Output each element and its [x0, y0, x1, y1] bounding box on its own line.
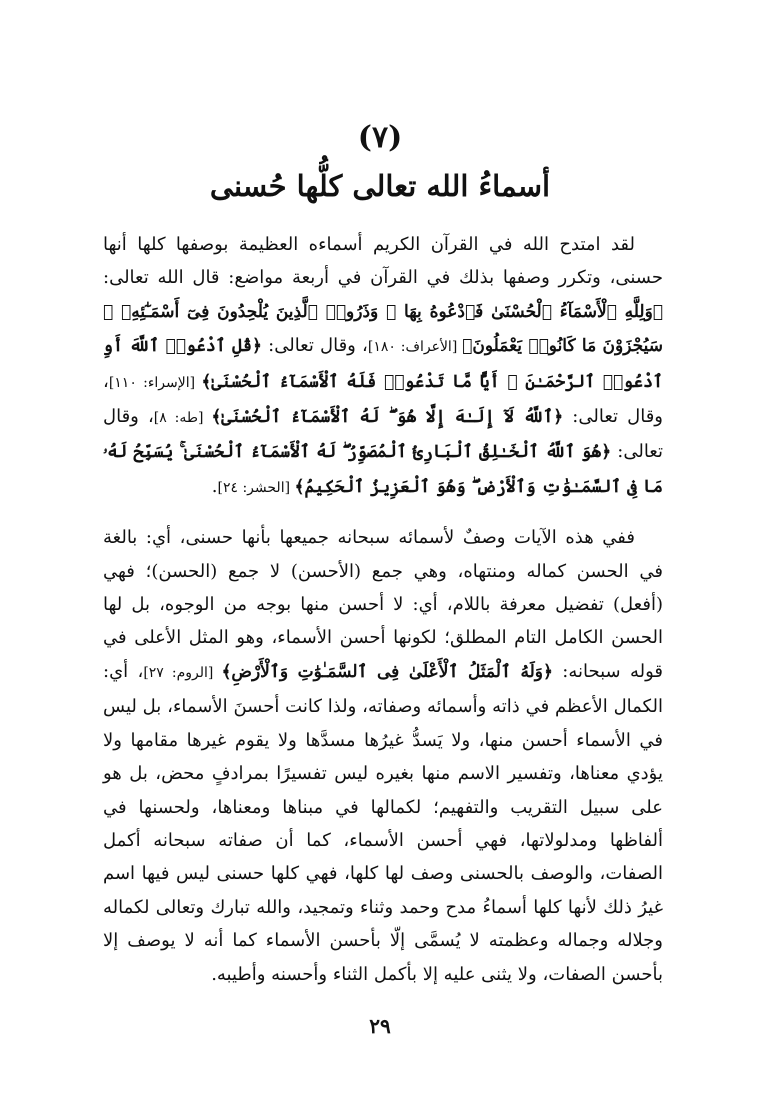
body-text [103, 228, 663, 991]
verse-reference: [الحشر: ٢٤] [217, 479, 295, 496]
paragraph-2 [103, 521, 663, 991]
quran-verse-araf: ﴿وَلِلَّهِ ٱلْأَسْمَآءُ ٱلْحُسْنَىٰ فَٱدْعُوهُ بِهَا ۖ وَذَرُوا۟ ٱلَّذِينَ يُلْحِدُونَ فِىٓ أَسْمَـٰٓئِهِۦ ۚ سَيُجْزَوْنَ مَا كَانُوا۟ يَعْمَلُونَ﴾ [103, 301, 663, 357]
text-span: ، وقال تعالى: [261, 335, 368, 357]
text-span: ، وقال تعالى: [103, 406, 663, 463]
verse-reference: [الإسراء: ١١٠] [108, 374, 202, 391]
verse-reference: [طه: ٨] [153, 410, 212, 427]
text-span: ، أي: الكمال الأعظم في ذاته وأسمائه وصفاته، ولذا كانت أحسنَ الأسماء، بل ليس في الأسماء أحسن منها، ولا يَسدُّ غيرُها مسدَّها ولا يقوم غيرها مقامها ولا يؤدي معناها، وتفسير الاسم منها بغيره ليس تفسيرًا بمرادفٍ محض، بل هو على سبيل التقريب والتفهيم؛ لكمالها في مبناها ومعناها، ولحسنها في ألفاظها ومدلولاتها، فهي أحسن الأسماء، كما أن صفاته سبحانه أكمل الصفات، والوصف بالحسنى وصف لها كلها، فهي كلها حسنى ليس فيها اسم غيرُ ذلك لأنها كلها أسماءُ مدح وحمد وثناء وتمجيد، والله تبارك وتعالى لكماله وجلاله وجماله وعظمته لا يُسمَّى إلّا بأحسن الأسماء كما أنه لا يوصف إلا بأحسن الصفات، ولا يثنى عليه إلا بأكمل الثناء وأحسنه وأطيبه. [103, 660, 663, 985]
paragraph-1 [103, 228, 663, 505]
chapter-number: (٧) [357, 120, 403, 155]
verse-reference: [الأعراف: ١٨٠] [367, 339, 463, 356]
page-number: ٢٩ [369, 1014, 391, 1038]
text-span: لقد امتدح الله في القرآن الكريم أسماءه العظيمة بوصفها كلها أنها حسنى، وتكرر وصفها بذلك في القرآن في أربعة مواضع: قال الله تعالى: [103, 234, 663, 289]
quran-verse-hashr: ﴿هُوَ ٱللَّهُ ٱلْخَـٰلِقُ ٱلْبَارِئُ ٱلْمُصَوِّرُ ۖ لَهُ ٱلْأَسْمَآءُ ٱلْحُسْنَىٰ ۚ يُسَبِّحُ لَهُۥ مَا فِى ٱلسَّمَـٰوَٰتِ وَٱلْأَرْضِ ۖ وَهُوَ ٱلْعَزِيزُ ٱلْحَكِيمُ﴾ [103, 442, 663, 497]
text-span: . [211, 475, 218, 497]
quran-verse-isra: ﴿قُلِ ٱدْعُوا۟ ٱللَّهَ أَوِ ٱدْعُوا۟ ٱلرَّحْمَـٰنَ ۖ أَيًّا مَّا تَدْعُوا۟ فَلَهُ ٱلْأَسْمَآءُ ٱلْحُسْنَىٰ﴾ [103, 336, 663, 392]
quran-verse-taha: ﴿ٱللَّهُ لَآ إِلَـٰهَ إِلَّا هُوَ ۖ لَهُ ٱلْأَسْمَآءُ ٱلْحُسْنَىٰ﴾ [211, 407, 564, 428]
verse-reference: [الروم: ٢٧] [143, 664, 222, 681]
text-span: ففي هذه الآيات وصفٌ لأسمائه سبحانه جميعها بأنها حسنى، أي: بالغة في الحسن كماله ومنتهاه، وهي جمع (الأحسن) لا جمع (الحسن)؛ فهي (أفعل) تفضيل معرفة باللام، أي: لا أحسن منها بوجه من الوجوه، بل لها الحسن الكامل التام المطلق؛ لكونها أحسن الأسماء، وهو المثل الأعلى في قوله سبحانه: [103, 527, 664, 682]
chapter-title: أسماءُ الله تعالى كلُّها حُسنى [209, 169, 551, 203]
text-span: ، وقال تعالى: [103, 370, 663, 428]
quran-verse-rum: ﴿وَلَهُ ٱلْمَثَلُ ٱلْأَعْلَىٰ فِى ٱلسَّمَـٰوَٰتِ وَٱلْأَرْضِ﴾ [221, 661, 553, 682]
